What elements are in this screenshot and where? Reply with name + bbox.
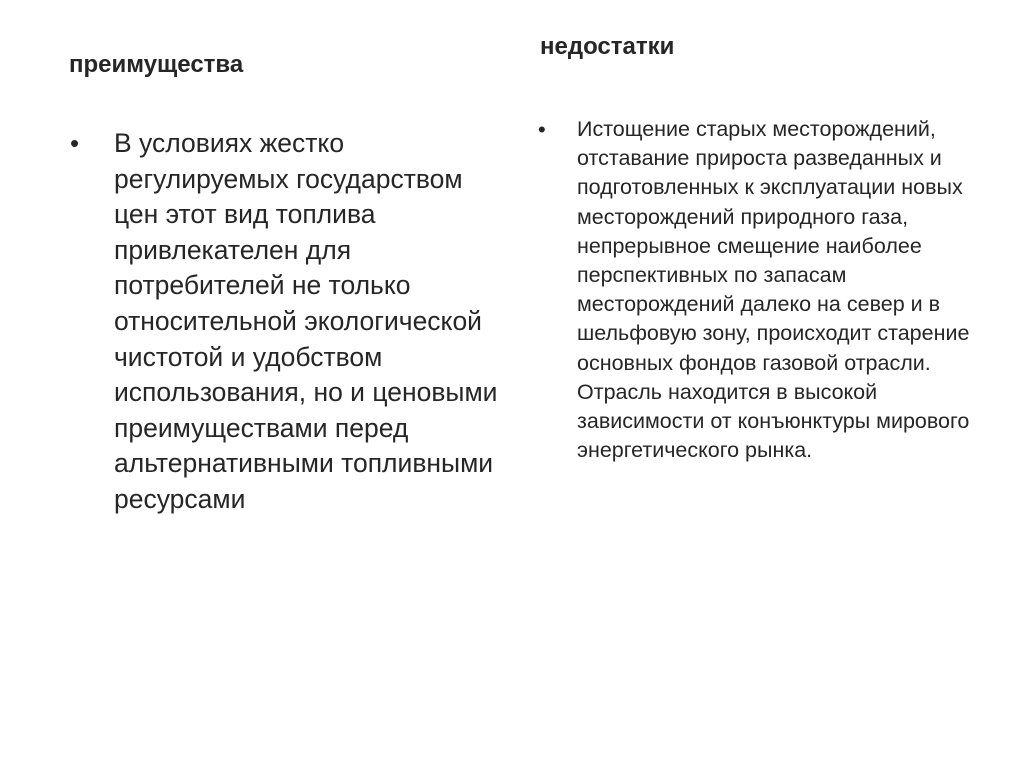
disadvantages-bullet-item (538, 115, 978, 465)
disadvantages-text: Истощение старых месторождений, отставание прироста разведанных и подготовленных к эксплуатации новых месторождений природного газа, непрерывное смещение наиболее перспективных по запасам месторождений далеко на север и в шельфовую зону, происходит старение основных фондов газовой отрасли. Отрасль находится в высокой зависимости от конъюнктуры мирового энергетического рынка. (577, 117, 970, 463)
advantages-text: В условиях жестко регулируемых государством цен этот вид топлива привлекателен для потребителей не только относительной экологической чистотой и удобством использования, но и ценовыми преимуществами перед альтернативными топливными ресурсами (114, 128, 498, 514)
advantages-heading: преимущества (69, 51, 244, 78)
bullet-icon: • (70, 128, 80, 158)
disadvantages-heading: недостатки (540, 33, 675, 60)
advantages-bullet-item (70, 126, 510, 518)
bullet-icon: • (538, 117, 546, 142)
